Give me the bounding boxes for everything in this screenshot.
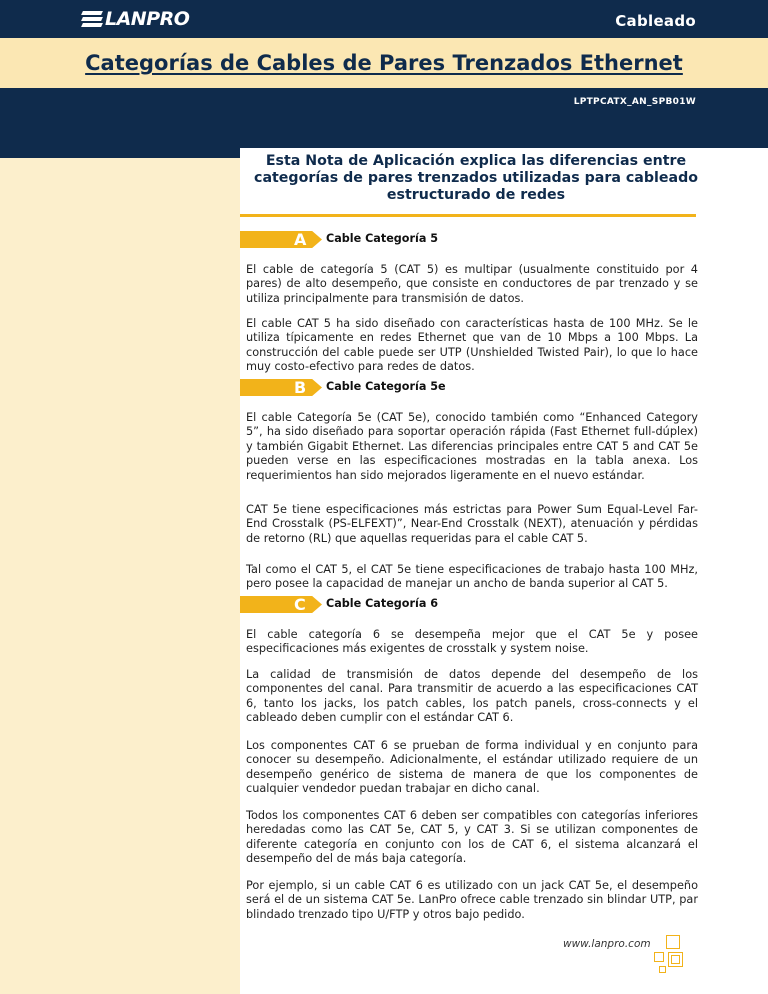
decorative-square-icon [654,952,664,962]
decorative-square-icon [666,935,680,949]
intro-divider [240,214,696,217]
paragraph: El cable de categoría 5 (CAT 5) es multipar (usualmente constituido por 4 pares) de alto desempeño, que consiste en conductores de par trenzado y se utiliza principalmente para transmisión de datos. [246,263,698,305]
section-letter: B [294,378,307,397]
brand-logo [82,8,189,30]
sidebar-cream [0,158,240,994]
paragraph: El cable Categoría 5e (CAT 5e), conocido también como “Enhanced Category 5”, ha sido diseñado para soportar operación rápida (Fast Ethernet full-dúplex) y también Gigabit Ethernet. Las diferencias principales entre CAT 5 and CAT 5e pueden verse en las especificaciones mostradas en la tabla anexa. Los requerimientos han sido mejorados ligeramente en el nuevo estándar. [246,411,698,482]
section-title: Cable Categoría 5 [326,232,439,245]
section-letter: C [294,595,306,614]
section-header-b [240,379,700,396]
section-header-a [240,231,700,248]
section-title: Cable Categoría 5e [326,380,446,393]
section-badge [240,379,322,396]
lanpro-logo-icon [82,11,102,27]
decorative-square-icon [671,955,680,964]
footer-url[interactable]: www.lanpro.com [563,938,651,950]
paragraph: Por ejemplo, si un cable CAT 6 es utilizado con un jack CAT 5e, el desempeño será el de un sistema CAT 5e. LanPro ofrece cable trenzado sin blindar UTP, par blindado trenzado tipo U/FTP y otros bajo pedido. [246,879,698,921]
page-title: Categorías de Cables de Pares Trenzados Ethernet [85,51,683,75]
document-code: LPTPCATX_AN_SPB01W [573,97,696,107]
section-label: Cableado [615,12,696,30]
paragraph: El cable categoría 6 se desempeña mejor que el CAT 5e y posee especificaciones más exigentes de crosstalk y system noise. [246,628,698,656]
section-header-c [240,596,700,613]
section-title: Cable Categoría 6 [326,597,439,610]
section-badge [240,596,322,613]
paragraph: CAT 5e tiene especificaciones más estrictas para Power Sum Equal-Level Far-End Crosstalk (PS-ELFEXT)”, Near-End Crosstalk (NEXT), atenuación y pérdidas de retorno (RL) que aquellas requeridas para el cable CAT 5. [246,503,698,545]
paragraph: Tal como el CAT 5, el CAT 5e tiene especificaciones de trabajo hasta 100 MHz, pero posee la capacidad de manejar un ancho de banda superior al CAT 5. [246,563,698,591]
paragraph: Los componentes CAT 6 se prueban de forma individual y en conjunto para conocer su desempeño. Adicionalmente, el estándar utilizado requiere de un desempeño genérico de sistema de manera de que los componentes de cualquier vendedor puedan trabajar en dicho canal. [246,739,698,796]
section-badge [240,231,322,248]
intro-text: Esta Nota de Aplicación explica las diferencias entre categorías de pares trenzados utilizadas para cableado estructurado de redes [254,153,698,203]
paragraph: La calidad de transmisión de datos depende del desempeño de los componentes del canal. Para transmitir de acuerdo a las especificaciones CAT 6, tanto los jacks, los patch cables, los patch panels, cross-connects y el cableado deben cumplir con el estándar CAT 6. [246,668,698,725]
brand-name: LANPRO [105,8,190,30]
section-letter: A [294,230,307,249]
paragraph: Todos los componentes CAT 6 deben ser compatibles con categorías inferiores heredadas como las CAT 5e, CAT 5, y CAT 3. Si se utilizan componentes de diferente categoría en conjunto con los de CAT 6, el sistema alcanzará el desempeño del de más baja categoría. [246,809,698,866]
paragraph: El cable CAT 5 ha sido diseñado con características hasta de 100 MHz. Se le utiliza típicamente en redes Ethernet que van de 10 Mbps a 100 Mbps. La construcción del cable puede ser UTP (Unshielded Twisted Pair), lo que lo hace muy costo-efectivo para redes de datos. [246,317,698,374]
decorative-square-icon [659,966,666,973]
